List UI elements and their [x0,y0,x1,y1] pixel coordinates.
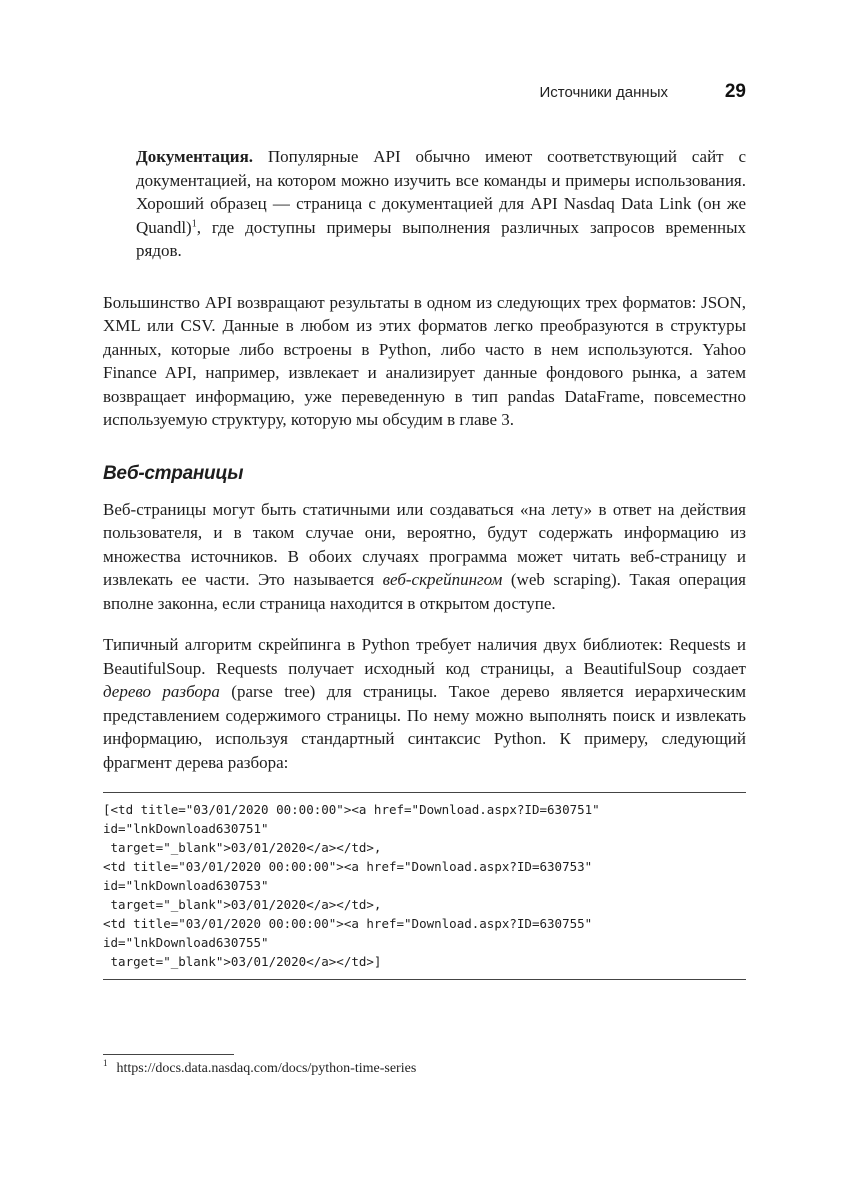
footnote-mark: 1 [103,1058,108,1069]
footnote-divider [103,1054,234,1055]
p2-text-end: (parse tree) для страницы. Такое дерево является иерархическим представлением содержимого страницы. По нему можно выполнять поиск и извлекать информацию, используя стандартный синтаксис Python. К примеру, следующий фрагмент дерева разбора: [103,682,747,772]
p2-text: Типичный алгоритм скрейпинга в Python требует наличия двух библиотек: Requests и BeautifulSoup. Requests получает исходный код страницы, а BeautifulSoup создает [103,635,746,678]
note-term: Документация. [136,147,254,166]
code-block: [<td title="03/01/2020 00:00:00"><a href="Download.aspx?ID=630751" id="lnkDownload630751" target="_blank">03/01/2020</a></td>, <td title="03/01/2020 00:00:00"><a href="Download.aspx?ID=630753" id="lnkDownload630753" target="_blank">03/01/2020</a></td>, <td title="03/01/2020 00:00:00"><a href="Download.aspx?ID=630755" id="lnkDownload630755" target="_blank">03/01/2020</a></td>] [103,792,746,980]
paragraph-web-pages [103,498,746,616]
section-heading: Веб-страницы [103,462,244,484]
footnote [103,1058,417,1077]
p1-term: веб-скрейпингом [382,570,503,589]
running-header [0,82,849,106]
documentation-note [136,145,746,263]
page-body [103,145,746,980]
footnote-link[interactable]: https://docs.data.nasdaq.com/docs/python-time-series [116,1061,417,1076]
p1-text: Веб-страницы могут быть статичными или создаваться «на лету» в ответ на действия пользователя, и в таком случае они, вероятно, будут содержать информацию из множества источников. В обоих случаях программа может читать веб-страницу и извлекать ее части. Это называется [103,499,746,589]
page-number: 29 [724,81,746,102]
footnote-ref[interactable]: 1 [191,217,197,229]
note-text: Популярные API обычно имеют соответствующий сайт с документацией, на котором можно изучить все команды и примеры использования. Хороший образец — страница с документацией для API Nasdaq Data Link (он же Quandl) [136,147,746,237]
p1-text-end: (web scraping). Такая операция вполне законна, если страница находится в открытом доступе. [103,570,747,613]
p2-term: дерево разбора [103,682,220,701]
paragraph-formats: Большинство API возвращают результаты в одном из следующих трех форматов: JSON, XML или CSV. Данные в любом из этих форматов легко преобразуются в структуры данных, которые либо встроены в Python, либо часто в нем используются. Yahoo Finance API, например, извлекает и анализирует данные фондового рынка, а затем возвращает информацию, уже переведенную в тип pandas DataFrame, повсеместно используемую структуру, которую мы обсудим в главе 3. [103,292,746,429]
running-header-section-title: Источники данных [539,84,668,101]
note-text-end: , где доступны примеры выполнения различных запросов временных рядов. [136,217,746,260]
paragraph-scraping [103,633,746,774]
